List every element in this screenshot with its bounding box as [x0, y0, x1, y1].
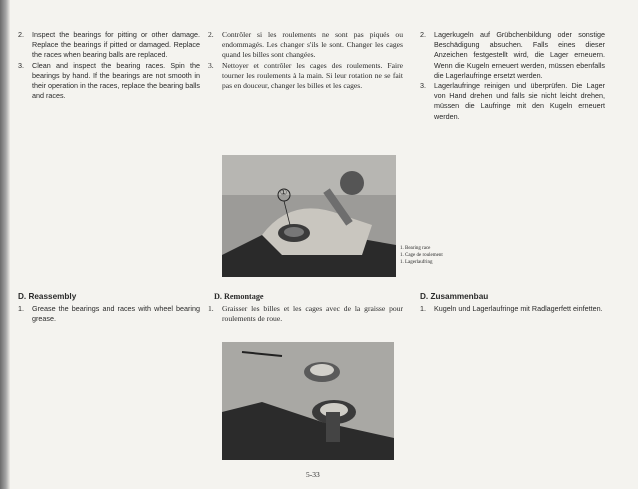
step-item: [18, 61, 200, 102]
photo-illustration: [222, 155, 396, 277]
callout-number: ①: [280, 188, 288, 197]
step-number: 3.: [18, 60, 24, 70]
figure-legend: [400, 245, 443, 266]
step-item: [18, 30, 200, 61]
step-item: [208, 61, 403, 92]
french-steps-top: [208, 30, 403, 91]
photo-illustration: [222, 342, 394, 460]
step-text: Nettoyer et contrôler les cages des roulements. Faire tourner les roulements à la main. Si leur rotation ne se fait pas en douceur, changer les billes et les cages.: [222, 60, 403, 91]
step-text: Inspect the bearings for pitting or other damage. Replace the bearings if pitted or damaged. Replace the races when bearing balls are replaced.: [32, 30, 200, 60]
step-item: [208, 30, 403, 61]
legend-line: 1. Cage de roulement: [400, 253, 443, 258]
step-item: [18, 304, 200, 324]
legend-line: 1. Bearing race: [400, 246, 431, 251]
english-steps-top: [18, 30, 200, 101]
section-heading-en: D. Reassembly: [18, 292, 77, 301]
step-number: 3.: [420, 81, 426, 91]
page-edge-shadow: [0, 0, 10, 489]
section-heading-fr: D. Remontage: [214, 292, 264, 301]
step-text: Graisser les billes et les cages avec de la graisse pour roulements de roue.: [222, 304, 403, 324]
step-number: 1.: [208, 304, 214, 313]
bearing-race-photo: [222, 155, 396, 277]
section-heading-de: D. Zusammenbau: [420, 292, 489, 301]
step-number: 2.: [208, 30, 214, 39]
step-number: 1.: [420, 304, 426, 313]
step-number: 2.: [420, 30, 426, 39]
step-item: [420, 81, 605, 122]
german-steps-bottom: [420, 304, 605, 314]
french-steps-bottom: [208, 304, 403, 324]
step-number: 3.: [208, 60, 214, 70]
page-number: 5-33: [306, 470, 320, 479]
legend-line: 1. Lagerlaufring: [400, 260, 433, 265]
german-steps-top: [420, 30, 605, 122]
step-text: Lagerkugeln auf Grübchenbildung oder sonstige Beschädigung absuchen. Falls eines dieser Anzeichen festgestellt wird, die Lager erneuern. Wenn die Kugeln erneuert werden, müssen ebenfalls die Lagerlaufringe ersetzt werden.: [434, 30, 605, 80]
step-item: [420, 304, 605, 314]
step-item: [420, 30, 605, 81]
step-text: Clean and inspect the bearing races. Spin the bearings by hand. If the bearings are not smooth in their operation in the races, replace the bearing balls and races.: [32, 60, 200, 101]
step-text: Grease the bearings and races with wheel bearing grease.: [32, 304, 200, 324]
step-text: Lagerlaufringe reinigen und überprüfen. Die Lager von Hand drehen und falls sie nicht leicht drehen, müssen die Laufringe mit den Kugeln erneuert werden.: [434, 81, 605, 121]
english-steps-bottom: [18, 304, 200, 324]
grease-bearing-photo: [222, 342, 394, 460]
step-text: Contrôler si les roulements ne sont pas piqués ou endommagés. Les changer s'ils le sont. Changer les cages quand les billes sont changées.: [222, 30, 403, 60]
step-number: 1.: [18, 304, 24, 313]
step-item: [208, 304, 403, 324]
step-text: Kugeln und Lagerlaufringe mit Radlagerfett einfetten.: [434, 304, 603, 313]
step-number: 2.: [18, 30, 24, 39]
